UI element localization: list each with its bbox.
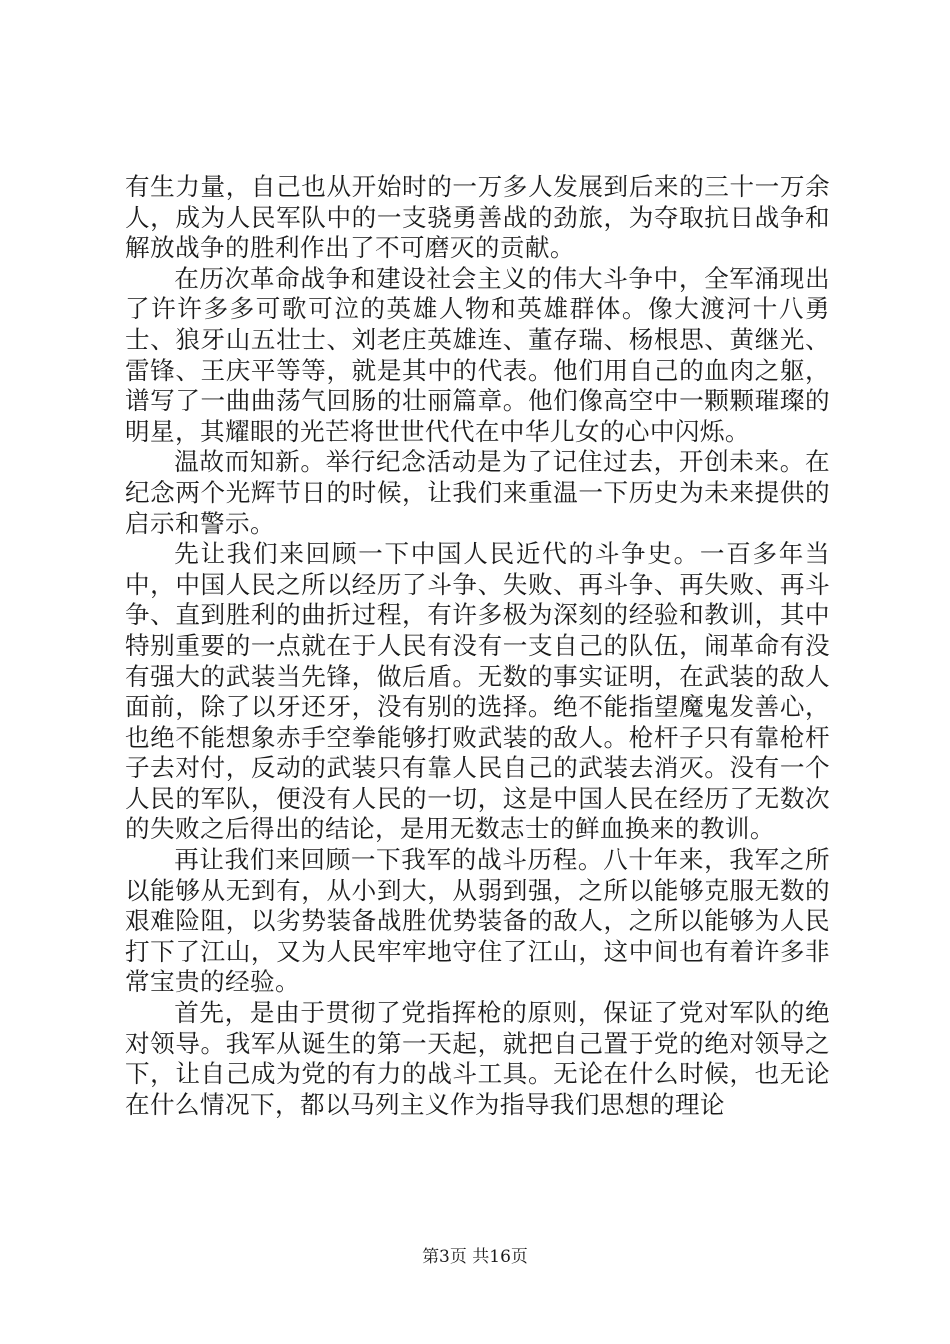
paragraph-3: 温故而知新。举行纪念活动是为了记住过去，开创未来。在纪念两个光辉节日的时候，让我们来重温一下历史为未来提供的启示和警示。	[125, 447, 830, 538]
paragraph-1: 有生力量，自己也从开始时的一万多人发展到后来的三十一万余人，成为人民军队中的一支骁勇善战的劲旅，为夺取抗日战争和解放战争的胜利作出了不可磨灭的贡献。	[125, 172, 830, 263]
paragraph-4: 先让我们来回顾一下中国人民近代的斗争史。一百多年当中，中国人民之所以经历了斗争、失败、再斗争、再失败、再斗争、直到胜利的曲折过程，有许多极为深刻的经验和教训，其中特别重要的一点就在于人民有没有一支自己的队伍，闹革命有没有强大的武装当先锋，做后盾。无数的事实证明，在武装的敌人面前，除了以牙还牙，没有别的选择。绝不能指望魔鬼发善心，也绝不能想象赤手空拳能够打败武装的敌人。枪杆子只有靠枪杆子去对付，反动的武装只有靠人民自己的武装去消灭。没有一个人民的军队，便没有人民的一切，这是中国人民在经历了无数次的失败之后得出的结论，是用无数志士的鲜血换来的教训。	[125, 539, 830, 844]
document-body	[125, 172, 830, 1120]
paragraph-6: 首先，是由于贯彻了党指挥枪的原则，保证了党对军队的绝对领导。我军从诞生的第一天起，就把自己置于党的绝对领导之下，让自己成为党的有力的战斗工具。无论在什么时候，也无论在什么情况下，都以马列主义作为指导我们思想的理论	[125, 998, 830, 1119]
paragraph-2: 在历次革命战争和建设社会主义的伟大斗争中，全军涌现出了许许多多可歌可泣的英雄人物和英雄群体。像大渡河十八勇士、狼牙山五壮士、刘老庄英雄连、董存瑞、杨根思、黄继光、雷锋、王庆平等等，就是其中的代表。他们用自己的血肉之躯，谱写了一曲曲荡气回肠的壮丽篇章。他们像高空中一颗颗璀璨的明星，其耀眼的光芒将世世代代在中华儿女的心中闪烁。	[125, 263, 830, 446]
page-number-footer: 第3页 共16页	[422, 1247, 528, 1267]
paragraph-5: 再让我们来回顾一下我军的战斗历程。八十年来，我军之所以能够从无到有，从小到大，从弱到强，之所以能够克服无数的艰难险阻，以劣势装备战胜优势装备的敌人，之所以能够为人民打下了江山，又为人民牢牢地守住了江山，这中间也有着许多非常宝贵的经验。	[125, 845, 830, 997]
